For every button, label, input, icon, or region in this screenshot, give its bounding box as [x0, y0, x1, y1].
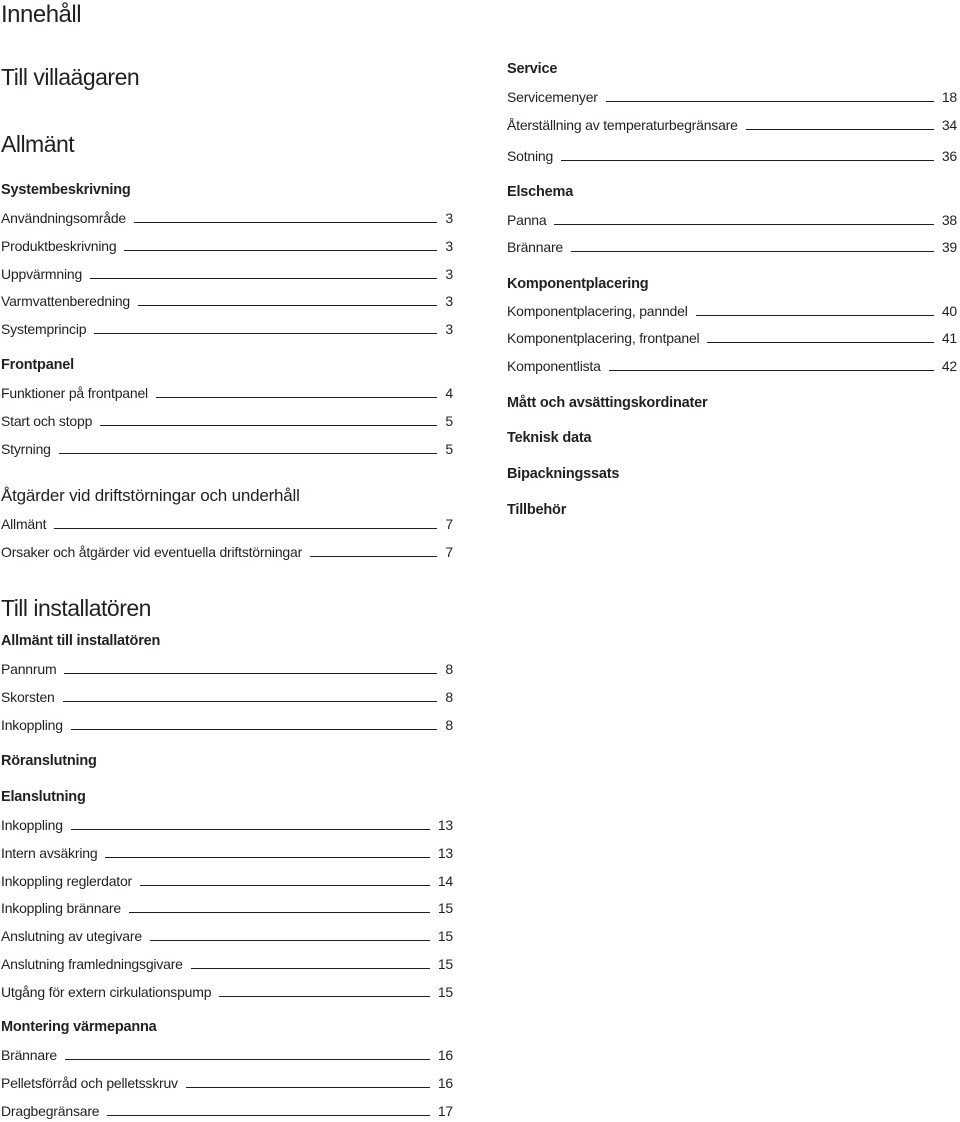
leader-line — [571, 251, 934, 252]
toc-page: 3 — [445, 238, 453, 254]
leader-line — [609, 370, 934, 371]
toc-entry[interactable] — [507, 90, 957, 104]
toc-page: 5 — [445, 413, 453, 429]
toc-label: Brännare — [1, 1047, 57, 1063]
toc-label: Brännare — [507, 239, 563, 255]
toc-page: 36 — [941, 148, 957, 164]
toc-page: 13 — [437, 845, 453, 861]
leader-line — [71, 829, 430, 830]
toc-label: Uppvärmning — [1, 266, 83, 282]
toc-page: 15 — [437, 900, 453, 916]
section-title-homeowner: Till villaägaren — [1, 64, 140, 90]
toc-entry[interactable] — [1, 414, 453, 428]
toc-entry[interactable] — [507, 149, 957, 163]
toc-entry[interactable] — [1, 545, 453, 559]
toc-page: 41 — [941, 330, 957, 346]
toc-entry[interactable] — [1, 442, 453, 456]
toc-entry[interactable] — [1, 322, 453, 336]
toc-label: Återställning av temperaturbegränsare — [507, 117, 738, 133]
toc-label: Servicemenyer — [507, 89, 598, 105]
toc-entry[interactable] — [507, 331, 957, 345]
toc-page: 39 — [941, 239, 957, 255]
toc-entry[interactable] — [1, 294, 453, 308]
leader-line — [65, 1059, 430, 1060]
leader-line — [310, 556, 437, 557]
toc-entry[interactable] — [1, 386, 453, 400]
heading-komponentplacering: Komponentplacering — [507, 276, 649, 292]
toc-label: Inkoppling — [1, 817, 63, 833]
toc-entry[interactable] — [1, 718, 453, 732]
leader-line — [94, 333, 437, 334]
toc-entry[interactable] — [1, 901, 453, 915]
toc-page: 3 — [445, 210, 453, 226]
heading-frontpanel: Frontpanel — [1, 357, 74, 373]
toc-page: 4 — [445, 385, 453, 401]
toc-entry[interactable] — [1, 957, 453, 971]
leader-line — [561, 160, 934, 161]
toc-page: 16 — [437, 1075, 453, 1091]
toc-entry[interactable] — [1, 211, 453, 225]
leader-line — [124, 250, 437, 251]
heading-teknisk-data: Teknisk data — [507, 430, 592, 446]
leader-line — [105, 857, 429, 858]
heading-tillbehor: Tillbehör — [507, 502, 567, 518]
toc-label: Komponentplacering, frontpanel — [507, 330, 700, 346]
leader-line — [59, 453, 438, 454]
toc-label: Pannrum — [1, 661, 57, 677]
toc-label: Anslutning av utegivare — [1, 928, 142, 944]
leader-line — [186, 1087, 430, 1088]
heading-elschema: Elschema — [507, 184, 574, 200]
toc-page: 34 — [941, 117, 957, 133]
toc-label: Inkoppling — [1, 717, 63, 733]
toc-entry[interactable] — [1, 239, 453, 253]
toc-label: Panna — [507, 212, 547, 228]
leader-line — [138, 305, 437, 306]
toc-label: Inkoppling reglerdator — [1, 873, 133, 889]
toc-label: Intern avsäkring — [1, 845, 98, 861]
leader-line — [696, 315, 934, 316]
toc-entry[interactable] — [1, 818, 453, 832]
leader-line — [64, 673, 437, 674]
heading-matt: Mått och avsättingskordinater — [507, 395, 708, 411]
leader-line — [191, 968, 430, 969]
leader-line — [54, 528, 437, 529]
toc-page: 42 — [941, 358, 957, 374]
heading-roranslutning: Röranslutning — [1, 753, 97, 769]
toc-label: Varmvattenberedning — [1, 293, 131, 309]
leader-line — [63, 701, 438, 702]
toc-page: 40 — [941, 303, 957, 319]
toc-page: 3 — [445, 266, 453, 282]
toc-entry[interactable] — [1, 1048, 453, 1062]
toc-page: 8 — [445, 689, 453, 705]
leader-line — [90, 278, 437, 279]
toc-page: 7 — [445, 516, 453, 532]
heading-allmant-installator: Allmänt till installatören — [1, 633, 161, 649]
leader-line — [554, 224, 933, 225]
leader-line — [150, 940, 430, 941]
toc-page: 13 — [437, 817, 453, 833]
toc-label: Komponentlista — [507, 358, 601, 374]
leader-line — [71, 729, 438, 730]
toc-label: Sotning — [507, 148, 554, 164]
toc-page: 7 — [445, 544, 453, 560]
toc-label: Produktbeskrivning — [1, 238, 117, 254]
toc-entry[interactable] — [1, 1076, 453, 1090]
toc-page: 3 — [445, 293, 453, 309]
toc-page: 15 — [437, 928, 453, 944]
toc-page: 5 — [445, 441, 453, 457]
leader-line — [156, 397, 437, 398]
toc-entry[interactable] — [1, 874, 453, 888]
toc-label: Komponentplacering, panndel — [507, 303, 688, 319]
heading-maintenance: Åtgärder vid driftstörningar och underhåll — [1, 486, 300, 505]
toc-page: 14 — [437, 873, 453, 889]
toc-entry[interactable] — [1, 846, 453, 860]
toc-entry[interactable] — [507, 240, 957, 254]
toc-entry[interactable] — [1, 267, 453, 281]
toc-label: Funktioner på frontpanel — [1, 385, 148, 401]
toc-page: 3 — [445, 321, 453, 337]
toc-entry[interactable] — [1, 517, 453, 531]
toc-label: Start och stopp — [1, 413, 93, 429]
section-title-installer: Till installatören — [1, 595, 151, 621]
leader-line — [134, 222, 437, 223]
section-title-general: Allmänt — [1, 131, 75, 157]
heading-bipackningssats: Bipackningssats — [507, 466, 620, 482]
toc-label: Systemprincip — [1, 321, 87, 337]
toc-label: Utgång för extern cirkulationspump — [1, 984, 212, 1000]
toc-page: 15 — [437, 956, 453, 972]
heading-elanslutning: Elanslutning — [1, 789, 86, 805]
toc-entry[interactable] — [1, 662, 453, 676]
toc-page: 17 — [437, 1103, 453, 1119]
leader-line — [219, 996, 430, 997]
leader-line — [606, 101, 934, 102]
leader-line — [100, 425, 437, 426]
toc-page: 38 — [941, 212, 957, 228]
toc-label: Inkoppling brännare — [1, 900, 121, 916]
leader-line — [746, 129, 934, 130]
toc-page: 16 — [437, 1047, 453, 1063]
heading-service: Service — [507, 61, 558, 77]
toc-entry[interactable] — [1, 985, 453, 999]
toc-entry[interactable] — [507, 118, 957, 132]
toc-label: Skorsten — [1, 689, 55, 705]
toc-label: Orsaker och åtgärder vid eventuella driftstörningar — [1, 544, 303, 560]
leader-line — [129, 912, 430, 913]
page-title: Innehåll — [1, 1, 82, 28]
leader-line — [107, 1115, 429, 1116]
toc-label: Pelletsförråd och pelletsskruv — [1, 1075, 178, 1091]
heading-montering: Montering värmepanna — [1, 1019, 157, 1035]
toc-entry[interactable] — [507, 304, 957, 318]
toc-page: 15 — [437, 984, 453, 1000]
toc-label: Anslutning framledningsgivare — [1, 956, 183, 972]
heading-systembeskrivning: Systembeskrivning — [1, 182, 131, 198]
toc-label: Allmänt — [1, 516, 47, 532]
toc-label: Användningsområde — [1, 210, 127, 226]
leader-line — [140, 885, 430, 886]
toc-entry[interactable] — [507, 213, 957, 227]
toc-page: 8 — [445, 717, 453, 733]
toc-entry[interactable] — [1, 690, 453, 704]
toc-page: 18 — [941, 89, 957, 105]
toc-entry[interactable] — [507, 359, 957, 373]
leader-line — [707, 342, 933, 343]
toc-entry[interactable] — [1, 929, 453, 943]
toc-entry[interactable] — [1, 1104, 453, 1118]
toc-label: Dragbegränsare — [1, 1103, 100, 1119]
toc-page: 8 — [445, 661, 453, 677]
toc-label: Styrning — [1, 441, 51, 457]
